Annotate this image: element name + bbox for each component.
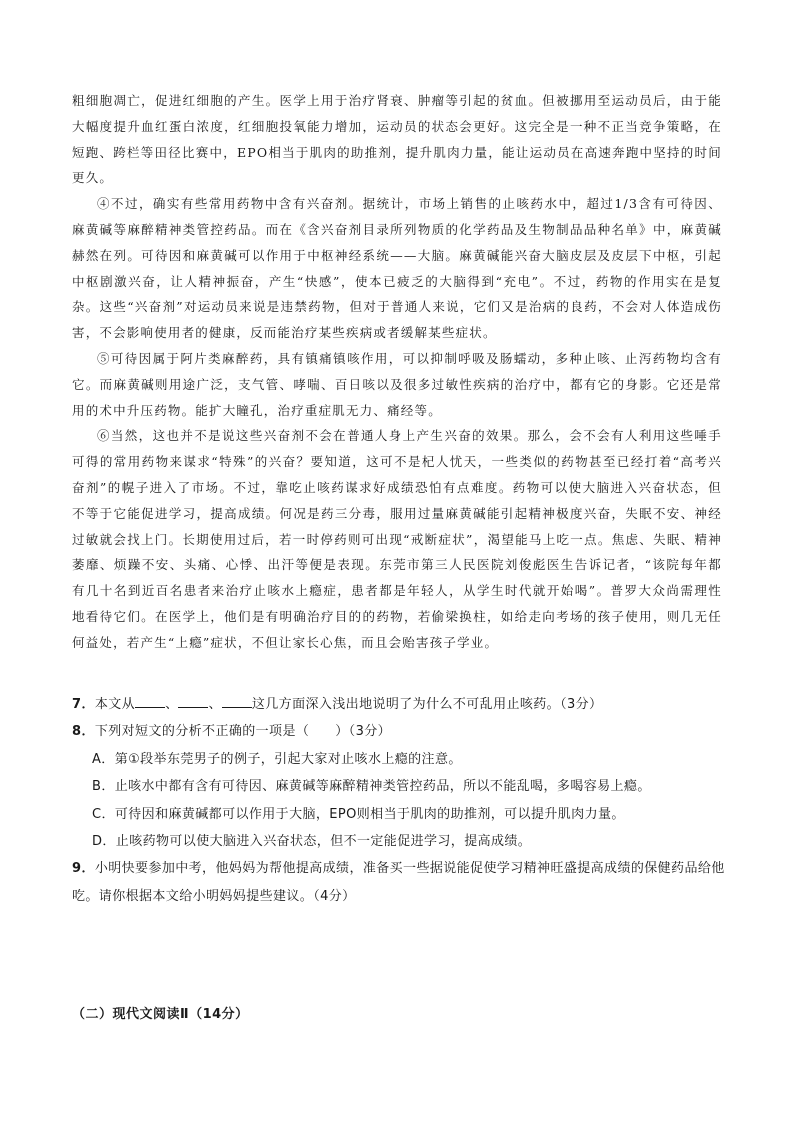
answer-space[interactable] [72, 910, 732, 1016]
question-7-separator-1: 、 [165, 697, 179, 712]
question-8-number: 8． [72, 724, 95, 740]
answer-blank-2[interactable] [178, 693, 208, 708]
section-title: （二）现代文阅读Ⅱ（14分） [72, 1007, 249, 1022]
question-9 [72, 855, 732, 910]
question-8-option-d[interactable]: D．止咳药物可以使大脑进入兴奋状态，但不一定能促进学习，提高成绩。 [92, 834, 532, 850]
passage-paragraph-3-continued: 粗细胞凋亡，促进红细胞的产生。医学上用于治疗肾衰、肿瘤等引起的贫血。但被挪用至运动员后，由于能大幅度提升血红蛋白浓度，红细胞投氧能力增加，运动员的状态会更好。这完全是一种不正当竞争策略，在短跑、跨栏等田径比赛中，EPO相当于肌肉的助推剂，提升肌肉力量，能让运动员在高速奔跑中坚持的时间更久。 [72, 93, 722, 186]
passage-paragraph-5: ⑤可待因属于阿片类麻醉药，具有镇痛镇咳作用，可以抑制呼吸及肠蠕动，多种止咳、止泻药物均含有它。而麻黄碱则用途广泛，支气管、哮喘、百日咳以及很多过敏性疾病的治疗中，都有它的身影。它还是常用的术中升压药物。能扩大瞳孔，治疗重症肌无力、痛经等。 [72, 350, 722, 418]
answer-blank-1[interactable] [135, 693, 165, 708]
question-7-text-a: 本文从 [94, 697, 136, 712]
passage-paragraph-4: ④不过，确实有些常用药物中含有兴奋剂。据统计，市场上销售的止咳药水中，超过1/3含有可待因、麻黄碱等麻醉精神类管控药品。而在《含兴奋剂目录所列物质的化学药品及生物制品品种名单》中，麻黄碱赫然在列。可待因和麻黄碱可以作用于中枢神经系统——大脑。麻黄碱能兴奋大脑皮层及皮层下中枢，引起中枢剧激兴奋，让人精神振奋，产生“快感”，使本已疲乏的大脑得到“充电”。不过，药物的作用实在是复杂。这些“兴奋剂”对运动员来说是违禁药物，但对于普通人来说，它们又是治病的良药，不会对人体造成伤害，不会影响使用者的健康，反而能治疗某些疾病或者缓解某些症状。 [72, 196, 722, 341]
question-8-text-b: ）（3分） [335, 724, 392, 740]
question-9-number: 9． [72, 861, 95, 877]
question-9-text: 小明快要参加中考，他妈妈为帮他提高成绩，准备买一些据说能促使学习精神旺盛提高成绩的保健药品给他吃。请你根据本文给小明妈妈提些建议。（4分） [72, 861, 725, 904]
passage-paragraph-6: ⑥当然，这也并不是说这些兴奋剂不会在普通人身上产生兴奋的效果。那么，会不会有人利用这些唾手可得的常用药物来谋求“特殊”的兴奋？要知道，这可不是杞人忧天，一些类似的药物甚至已经打着“高考兴奋剂”的幌子进入了市场。不过，靠吃止咳药谋求好成绩恐怕有点难度。药物可以使大脑进入兴奋状态，但不等于它能促进学习，提高成绩。何况是药三分毒，服用过量麻黄碱能引起精神极度兴奋，失眠不安、神经过敏就会找上门。长期使用过后，若一时停药则可出现“戒断症状”，渴望能马上吃一点。焦虑、失眠、精神萎靡、烦躁不安、头痛、心悸、出汗等便是表现。东莞市第三人民医院刘俊彪医生告诉记者，“该院每年都有几十名到近百名患者来治疗止咳水上瘾症，患者都是年轻人，从学生时代就开始喝”。普罗大众尚需理性地看待它们。在医学上，他们是有明确治疗目的的药物，若偷梁换柱，如给走向考场的孩子使用，则几无任何益处，若产生“上瘾”症状，不但让家长心焦，而且会贻害孩子学业。 [72, 428, 722, 650]
question-7-separator-2: 、 [208, 697, 222, 712]
question-8-text-a: 下列对短文的分析不正确的一项是（ [94, 724, 310, 740]
question-7-text-b: 这几方面深入浅出地说明了为什么不可乱用止咳药。（3分） [251, 697, 603, 712]
question-8 [72, 718, 732, 745]
question-7 [72, 691, 732, 718]
question-block [72, 691, 732, 1016]
reading-passage [72, 88, 722, 656]
question-8-option-b[interactable]: B．止咳水中都有含有可待因、麻黄碱等麻醉精神类管控药品，所以不能乱喝，多喝容易上瘾。 [92, 779, 651, 795]
question-8-option-c[interactable]: C．可待因和麻黄碱都可以作用于大脑，EPO则相当于肌肉的助推剂，可以提升肌肉力量。 [92, 806, 625, 822]
answer-blank-3[interactable] [222, 693, 252, 708]
question-8-option-a[interactable]: A．第①段举东莞男子的例子，引起大家对止咳水上瘾的注意。 [92, 751, 462, 767]
question-7-number: 7． [72, 697, 95, 712]
